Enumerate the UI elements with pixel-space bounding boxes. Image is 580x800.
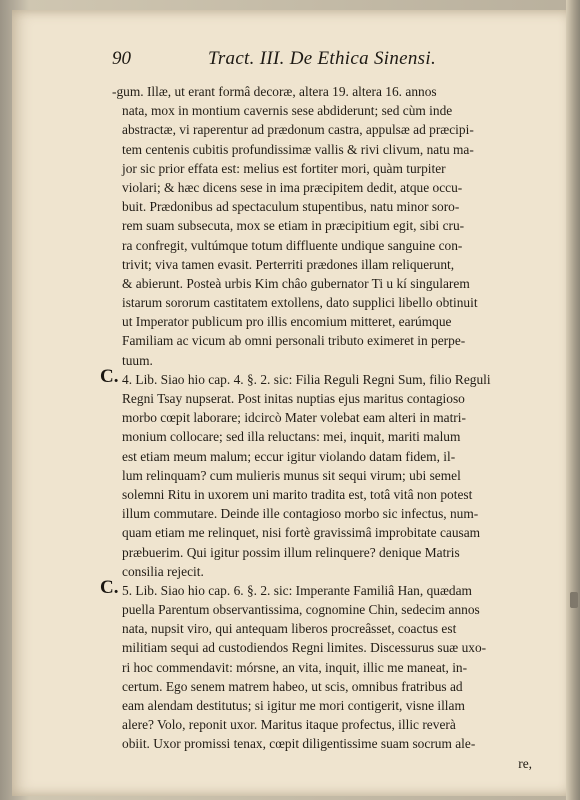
text-line: nata, nupsit viro, qui antequam liberos procreâsset, coactus est — [122, 621, 457, 637]
text-line: ut Imperator publicum pro illis encomium mitteret, earúmque — [122, 314, 452, 330]
text-line: certum. Ego senem matrem habeo, ut scis, omnibus fratribus ad — [122, 678, 463, 694]
text-line: buit. Prædonibus ad spectaculum stupentibus, natu minor soro- — [122, 199, 460, 215]
text-line: 4. Lib. Siao hio cap. 4. §. 2. sic: Filia Reguli Regni Sum, filio Reguli — [122, 371, 491, 387]
text-line: -gum. Illæ, ut erant formâ decoræ, altera 19. altera 16. annos — [112, 84, 437, 99]
text-line: jor sic prior effata est: melius est fortiter mori, quàm turpiter — [122, 160, 446, 176]
text-line: præbuerim. Qui igitur possim illum relinquere? denique Matris — [122, 544, 460, 560]
text-line: militiam sequi ad custodiendos Regni limites. Discessurus suæ uxo- — [122, 640, 487, 656]
text-line: istarum sororum castitatem extollens, dato supplici libello obtinuit — [122, 295, 478, 311]
text-line: violari; & hæc dicens sese in ima præcipitem dedit, atque occu- — [122, 179, 463, 195]
section-marker: C. — [100, 576, 119, 598]
text-line: alere? Volo, reponit uxor. Maritus itaque profectus, illic reverà — [122, 717, 456, 733]
text-line: rem suam subsecuta, mox se etiam in præcipitium egit, sibi cru- — [122, 218, 465, 234]
text-line: consilia rejecit. — [122, 563, 204, 579]
text-line: puella Parentum observantissima, cognomine Chin, sedecim annos — [122, 602, 480, 618]
text-line: tuum. — [122, 352, 153, 368]
text-line: tem centenis cubitis profundissimæ vallis & rivi clivum, natu ma- — [122, 141, 474, 157]
paragraph-3 — [100, 576, 532, 754]
text-line: solemni Ritu in uxorem uni marito tradita est, totâ vitâ non potest — [122, 486, 473, 502]
text-line: ri hoc commendavit: mórsne, an vita, inquit, illic me maneat, in- — [122, 659, 468, 675]
text-line: lum relinquam? cum mulieris munus sit sequi virum; ubi semel — [122, 467, 461, 483]
text-line: eam alendam destitutus; si igitur me mori contigerit, visne illam — [122, 698, 465, 713]
paragraph-1 — [112, 82, 532, 370]
text-line: Regni Tsay nupserat. Post initas nuptias ejus maritus contagioso — [122, 391, 465, 406]
running-title: Tract. III. De Ethica Sinensi. — [208, 48, 436, 69]
text-line: ra confregit, vultúmque totum diffluente undique sanguine con- — [122, 237, 463, 253]
paragraph-2 — [100, 365, 532, 581]
text-line: obiit. Uxor promissi tenax, cœpit diligentissime suam socrum ale- — [122, 736, 476, 752]
text-line: abstractæ, vi raperentur ad prædonum castra, appulsæ ad præcipi- — [122, 122, 474, 138]
page-tab-mark — [570, 592, 578, 608]
text-line: monium collocare; sed illa reluctans: mei, inquit, mariti malum — [122, 429, 461, 445]
page-edge — [566, 0, 580, 800]
page-number: 90 — [112, 48, 131, 69]
text-line: trivit; viva tamen evasit. Perterriti prædones illam reliquerunt, — [122, 256, 455, 272]
text-line: quam etiam me relinquet, nisi fortè gravissimâ improbitate causam — [122, 525, 481, 541]
text-line: morbo cœpit laborare; idcircò Mater volebat eam alteri in matri- — [122, 410, 466, 426]
section-marker: C. — [100, 365, 119, 387]
text-line: nata, mox in montium cavernis sese abdiderunt; sed cùm inde — [122, 103, 453, 119]
text-line: Familiam ac vicum ab omni personali tributo eximeret in perpe- — [122, 333, 466, 349]
text-line: est etiam meum malum; eccur igitur violando datam fidem, il- — [122, 448, 456, 464]
catchword: re, — [518, 755, 532, 771]
text-line: 5. Lib. Siao hio cap. 6. §. 2. sic: Imperante Familiâ Han, quædam — [122, 582, 472, 598]
text-line: & abierunt. Posteà urbis Kim châo gubernator Ti u kí singularem — [122, 275, 470, 291]
text-line: illum commutare. Deinde ille contagioso morbo sic infectus, num- — [122, 506, 479, 522]
page-body — [100, 82, 532, 773]
running-header — [112, 48, 532, 74]
